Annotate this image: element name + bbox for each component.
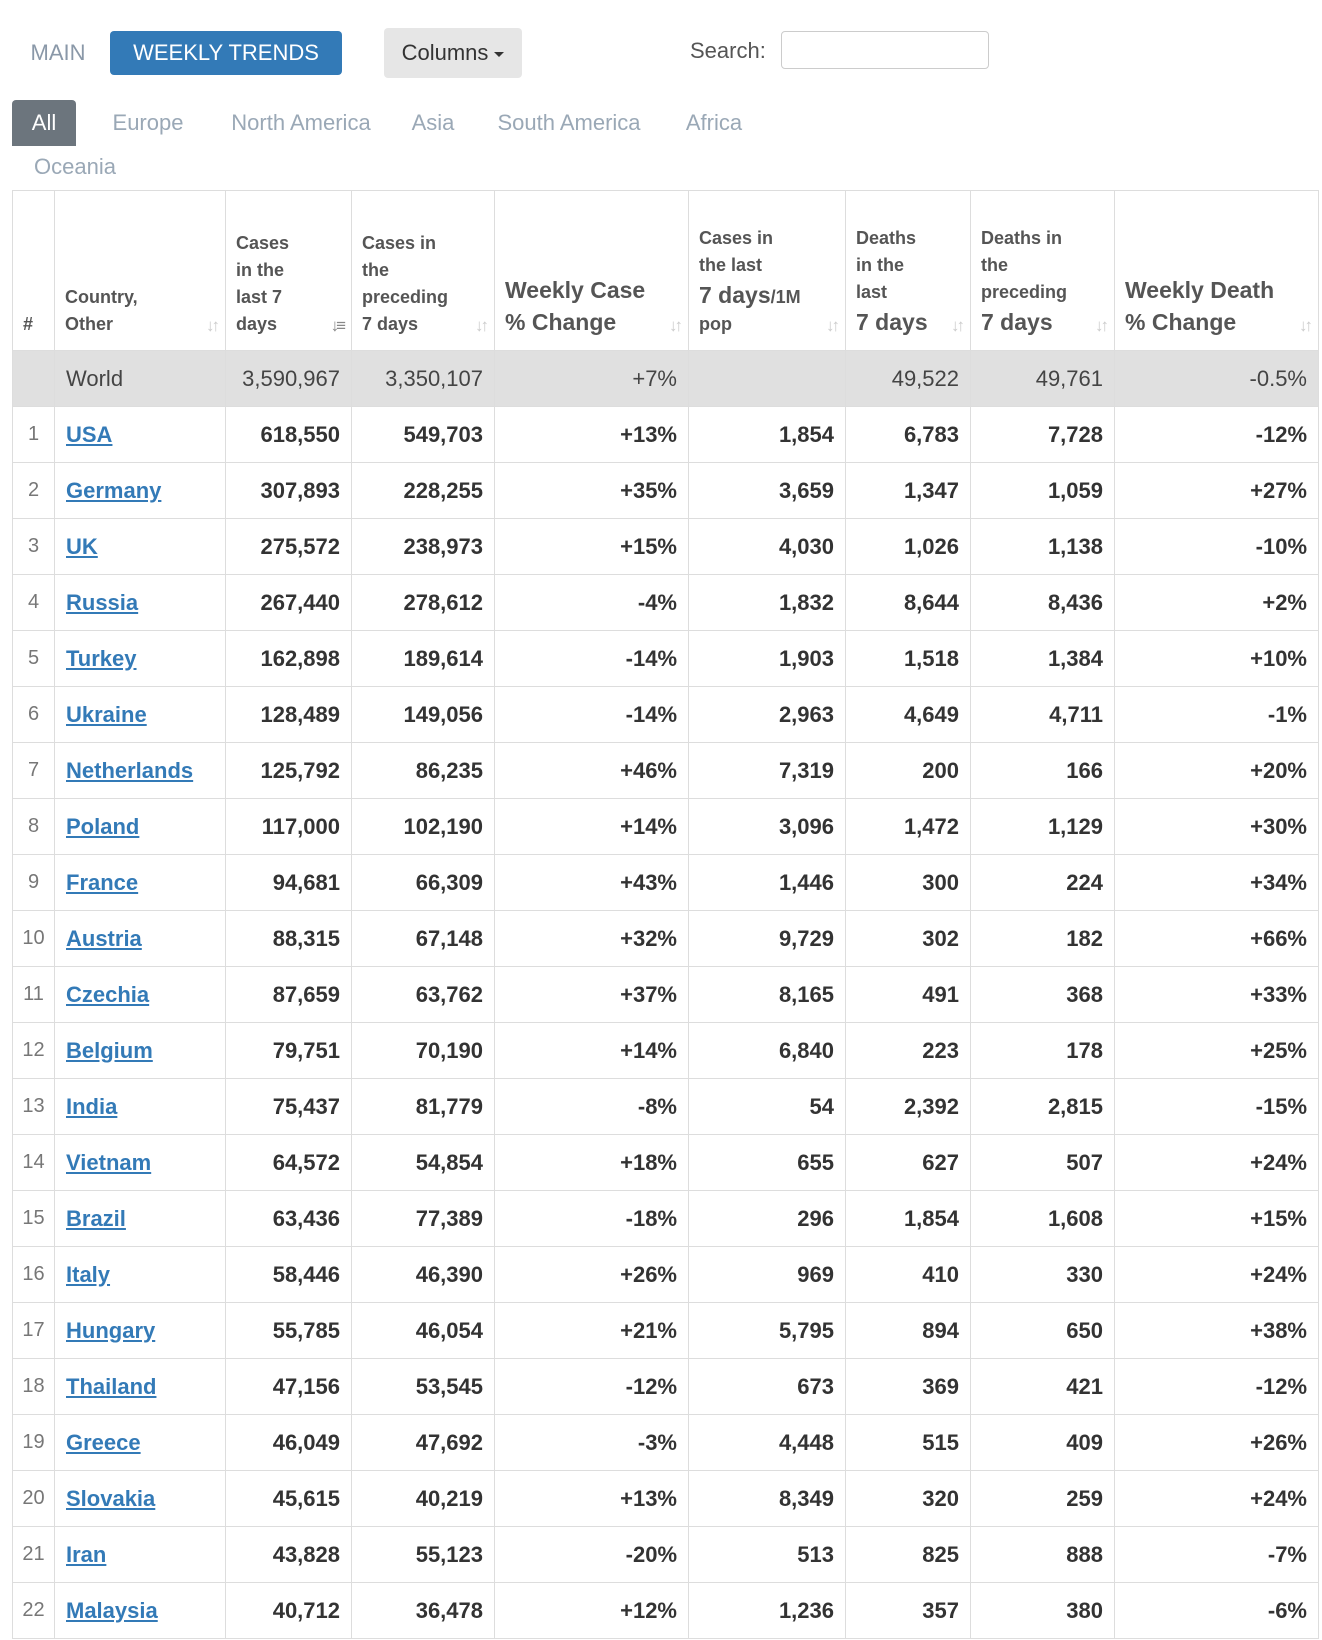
- sort-icon: ↓↑: [206, 316, 217, 335]
- table-row: [13, 1247, 1319, 1303]
- country-link[interactable]: USA: [66, 421, 113, 447]
- row-death-change: +26%: [1115, 1415, 1319, 1471]
- search-label: Search:: [690, 38, 766, 63]
- country-link[interactable]: Hungary: [66, 1317, 156, 1343]
- row-cases-7-days: 46,049: [226, 1415, 352, 1471]
- row-deaths-preceding: 330: [971, 1247, 1115, 1303]
- caret-down-icon: [494, 52, 504, 57]
- row-cases-7-days: 45,615: [226, 1471, 352, 1527]
- columns-dropdown-button[interactable]: [384, 28, 522, 78]
- weekly-trends-button[interactable]: WEEKLY TRENDS: [110, 31, 342, 75]
- row-case-change: +21%: [495, 1303, 689, 1359]
- row-cases-per-million: 1,446: [689, 855, 846, 911]
- row-country-cell: [55, 1527, 226, 1583]
- row-case-change: +13%: [495, 1471, 689, 1527]
- row-deaths-7-days: 491: [846, 967, 971, 1023]
- tab-all[interactable]: All: [12, 100, 76, 146]
- row-rank: 15: [13, 1191, 55, 1247]
- row-death-change: +34%: [1115, 855, 1319, 911]
- world-deaths-7-days: 49,522: [846, 351, 971, 407]
- row-country-cell: [55, 1359, 226, 1415]
- row-country-cell: [55, 1191, 226, 1247]
- row-cases-per-million: 655: [689, 1135, 846, 1191]
- row-deaths-preceding: 178: [971, 1023, 1115, 1079]
- row-case-change: +14%: [495, 799, 689, 855]
- country-link[interactable]: Greece: [66, 1429, 141, 1455]
- sort-icon: ↓↑: [1095, 316, 1106, 335]
- row-rank: 8: [13, 799, 55, 855]
- header-weekly-death-change[interactable]: Weekly Death % Change ↓↑: [1115, 191, 1319, 351]
- table-row: [13, 1527, 1319, 1583]
- header-weekly-case-change[interactable]: Weekly Case % Change ↓↑: [495, 191, 689, 351]
- row-deaths-7-days: 515: [846, 1415, 971, 1471]
- row-deaths-preceding: 166: [971, 743, 1115, 799]
- country-link[interactable]: Slovakia: [66, 1485, 156, 1511]
- row-cases-per-million: 969: [689, 1247, 846, 1303]
- row-death-change: +10%: [1115, 631, 1319, 687]
- row-rank: 5: [13, 631, 55, 687]
- row-deaths-7-days: 1,854: [846, 1191, 971, 1247]
- row-case-change: -12%: [495, 1359, 689, 1415]
- row-country-cell: [55, 1023, 226, 1079]
- row-cases-7-days: 75,437: [226, 1079, 352, 1135]
- row-cases-per-million: 1,854: [689, 407, 846, 463]
- row-deaths-7-days: 1,518: [846, 631, 971, 687]
- header-cases-7-days[interactable]: Cases in the last 7 days ↓≡: [226, 191, 352, 351]
- country-link[interactable]: Netherlands: [66, 757, 194, 783]
- row-deaths-7-days: 894: [846, 1303, 971, 1359]
- row-rank: 6: [13, 687, 55, 743]
- tab-north-america[interactable]: North America: [231, 110, 371, 135]
- tab-asia[interactable]: Asia: [411, 110, 455, 135]
- search-input[interactable]: [781, 31, 989, 69]
- row-case-change: -20%: [495, 1527, 689, 1583]
- row-cases-per-million: 8,349: [689, 1471, 846, 1527]
- row-cases-7-days: 88,315: [226, 911, 352, 967]
- row-death-change: +2%: [1115, 575, 1319, 631]
- country-link[interactable]: Iran: [66, 1541, 107, 1567]
- row-deaths-preceding: 182: [971, 911, 1115, 967]
- row-cases-preceding: 81,779: [352, 1079, 495, 1135]
- row-country-cell: [55, 1079, 226, 1135]
- row-country-cell: [55, 967, 226, 1023]
- tab-south-america[interactable]: South America: [497, 110, 641, 135]
- row-rank: 20: [13, 1471, 55, 1527]
- table-row: [13, 1415, 1319, 1471]
- row-deaths-7-days: 223: [846, 1023, 971, 1079]
- row-cases-per-million: 513: [689, 1527, 846, 1583]
- country-link[interactable]: France: [66, 869, 139, 895]
- world-cases-7-days: 3,590,967: [226, 351, 352, 407]
- row-case-change: +15%: [495, 519, 689, 575]
- row-death-change: +24%: [1115, 1135, 1319, 1191]
- country-link[interactable]: Germany: [66, 477, 162, 503]
- row-cases-7-days: 47,156: [226, 1359, 352, 1415]
- table-row: [13, 1583, 1319, 1639]
- row-cases-per-million: 8,165: [689, 967, 846, 1023]
- row-deaths-preceding: 1,384: [971, 631, 1115, 687]
- row-deaths-7-days: 300: [846, 855, 971, 911]
- table-row: [13, 1303, 1319, 1359]
- row-rank: 3: [13, 519, 55, 575]
- row-country-cell: [55, 1583, 226, 1639]
- row-cases-preceding: 86,235: [352, 743, 495, 799]
- columns-label: Columns: [401, 40, 489, 65]
- row-deaths-7-days: 2,392: [846, 1079, 971, 1135]
- world-rank: [13, 351, 55, 407]
- row-rank: 21: [13, 1527, 55, 1583]
- row-country-cell: [55, 407, 226, 463]
- header-country[interactable]: Country, Other ↓↑: [55, 191, 226, 351]
- row-cases-per-million: 1,832: [689, 575, 846, 631]
- row-cases-preceding: 46,390: [352, 1247, 495, 1303]
- row-death-change: -10%: [1115, 519, 1319, 575]
- row-cases-preceding: 63,762: [352, 967, 495, 1023]
- row-cases-per-million: 3,096: [689, 799, 846, 855]
- row-deaths-preceding: 2,815: [971, 1079, 1115, 1135]
- row-cases-preceding: 36,478: [352, 1583, 495, 1639]
- row-cases-7-days: 267,440: [226, 575, 352, 631]
- row-country-cell: [55, 463, 226, 519]
- row-cases-preceding: 54,854: [352, 1135, 495, 1191]
- row-deaths-preceding: 224: [971, 855, 1115, 911]
- country-link[interactable]: Vietnam: [66, 1149, 152, 1175]
- sort-icon: ↓↑: [826, 316, 837, 335]
- table-row: [13, 1079, 1319, 1135]
- row-country-cell: [55, 519, 226, 575]
- world-cases-preceding: 3,350,107: [352, 351, 495, 407]
- row-death-change: +24%: [1115, 1471, 1319, 1527]
- row-rank: 4: [13, 575, 55, 631]
- table-row: [13, 575, 1319, 631]
- row-cases-7-days: 275,572: [226, 519, 352, 575]
- row-cases-preceding: 102,190: [352, 799, 495, 855]
- row-deaths-preceding: 380: [971, 1583, 1115, 1639]
- row-cases-7-days: 40,712: [226, 1583, 352, 1639]
- row-cases-7-days: 162,898: [226, 631, 352, 687]
- country-link[interactable]: Italy: [66, 1261, 111, 1287]
- row-case-change: -3%: [495, 1415, 689, 1471]
- row-deaths-preceding: 1,608: [971, 1191, 1115, 1247]
- row-cases-7-days: 117,000: [226, 799, 352, 855]
- sort-icon: ↓↑: [475, 316, 486, 335]
- sort-desc-icon: ↓≡: [330, 316, 343, 335]
- header-cases-preceding[interactable]: Cases in the preceding 7 days ↓↑: [352, 191, 495, 351]
- row-deaths-7-days: 410: [846, 1247, 971, 1303]
- header-deaths-preceding[interactable]: Deaths in the preceding 7 days ↓↑: [971, 191, 1115, 351]
- row-deaths-preceding: 1,129: [971, 799, 1115, 855]
- row-country-cell: [55, 1303, 226, 1359]
- row-rank: 19: [13, 1415, 55, 1471]
- row-cases-per-million: 1,903: [689, 631, 846, 687]
- row-case-change: +46%: [495, 743, 689, 799]
- row-cases-per-million: 2,963: [689, 687, 846, 743]
- table-row: [13, 1471, 1319, 1527]
- row-cases-7-days: 125,792: [226, 743, 352, 799]
- sort-icon: ↓↑: [1299, 316, 1310, 335]
- row-deaths-preceding: 409: [971, 1415, 1115, 1471]
- row-death-change: +20%: [1115, 743, 1319, 799]
- row-cases-7-days: 55,785: [226, 1303, 352, 1359]
- row-cases-preceding: 46,054: [352, 1303, 495, 1359]
- row-deaths-7-days: 1,347: [846, 463, 971, 519]
- row-country-cell: [55, 1415, 226, 1471]
- row-rank: 14: [13, 1135, 55, 1191]
- row-deaths-7-days: 357: [846, 1583, 971, 1639]
- table-row: [13, 911, 1319, 967]
- row-cases-preceding: 228,255: [352, 463, 495, 519]
- row-case-change: -8%: [495, 1079, 689, 1135]
- row-deaths-7-days: 1,472: [846, 799, 971, 855]
- row-death-change: +30%: [1115, 799, 1319, 855]
- row-rank: 18: [13, 1359, 55, 1415]
- row-rank: 16: [13, 1247, 55, 1303]
- row-cases-7-days: 64,572: [226, 1135, 352, 1191]
- country-link[interactable]: Brazil: [66, 1205, 126, 1231]
- row-deaths-7-days: 825: [846, 1527, 971, 1583]
- row-case-change: -14%: [495, 631, 689, 687]
- table-row: [13, 967, 1319, 1023]
- top-toolbar: [0, 0, 1322, 90]
- row-death-change: -12%: [1115, 1359, 1319, 1415]
- row-cases-7-days: 63,436: [226, 1191, 352, 1247]
- row-rank: 9: [13, 855, 55, 911]
- row-case-change: +13%: [495, 407, 689, 463]
- row-case-change: +43%: [495, 855, 689, 911]
- header-rank[interactable]: #: [13, 191, 55, 351]
- row-death-change: +66%: [1115, 911, 1319, 967]
- table-row: [13, 1359, 1319, 1415]
- row-cases-preceding: 47,692: [352, 1415, 495, 1471]
- country-link[interactable]: Russia: [66, 589, 139, 615]
- tab-oceania[interactable]: Oceania: [34, 154, 116, 179]
- row-death-change: -12%: [1115, 407, 1319, 463]
- table-row: [13, 799, 1319, 855]
- row-rank: 13: [13, 1079, 55, 1135]
- row-deaths-7-days: 369: [846, 1359, 971, 1415]
- header-cases-per-million[interactable]: Cases in the last 7 days/1M pop ↓↑: [689, 191, 846, 351]
- row-death-change: -1%: [1115, 687, 1319, 743]
- row-cases-per-million: 7,319: [689, 743, 846, 799]
- country-link[interactable]: Belgium: [66, 1037, 153, 1063]
- row-case-change: +32%: [495, 911, 689, 967]
- row-deaths-7-days: 6,783: [846, 407, 971, 463]
- row-cases-per-million: 6,840: [689, 1023, 846, 1079]
- row-country-cell: [55, 1135, 226, 1191]
- table-row: [13, 519, 1319, 575]
- row-cases-preceding: 549,703: [352, 407, 495, 463]
- sort-icon: ↓↑: [669, 316, 680, 335]
- row-case-change: +35%: [495, 463, 689, 519]
- row-cases-preceding: 40,219: [352, 1471, 495, 1527]
- row-rank: 7: [13, 743, 55, 799]
- row-cases-per-million: 5,795: [689, 1303, 846, 1359]
- country-link[interactable]: Ukraine: [66, 701, 147, 727]
- row-death-change: -15%: [1115, 1079, 1319, 1135]
- row-death-change: -7%: [1115, 1527, 1319, 1583]
- table-row: [13, 463, 1319, 519]
- row-death-change: +27%: [1115, 463, 1319, 519]
- row-cases-7-days: 58,446: [226, 1247, 352, 1303]
- table-header-row: [13, 191, 1319, 351]
- row-cases-preceding: 53,545: [352, 1359, 495, 1415]
- table-row: [13, 1191, 1319, 1247]
- tab-europe[interactable]: Europe: [112, 110, 184, 135]
- row-cases-7-days: 43,828: [226, 1527, 352, 1583]
- row-country-cell: [55, 575, 226, 631]
- row-cases-per-million: 4,448: [689, 1415, 846, 1471]
- world-row: [13, 351, 1319, 407]
- row-cases-7-days: 618,550: [226, 407, 352, 463]
- sort-icon: ↓↑: [951, 316, 962, 335]
- row-deaths-7-days: 8,644: [846, 575, 971, 631]
- row-case-change: +37%: [495, 967, 689, 1023]
- row-deaths-7-days: 627: [846, 1135, 971, 1191]
- world-deaths-preceding: 49,761: [971, 351, 1115, 407]
- row-country-cell: [55, 855, 226, 911]
- table-row: [13, 855, 1319, 911]
- country-link[interactable]: Czechia: [66, 981, 150, 1007]
- table-row: [13, 631, 1319, 687]
- row-case-change: -18%: [495, 1191, 689, 1247]
- row-deaths-7-days: 320: [846, 1471, 971, 1527]
- row-cases-preceding: 67,148: [352, 911, 495, 967]
- row-country-cell: [55, 631, 226, 687]
- row-death-change: -6%: [1115, 1583, 1319, 1639]
- row-deaths-preceding: 368: [971, 967, 1115, 1023]
- tab-africa[interactable]: Africa: [685, 110, 743, 135]
- row-deaths-7-days: 1,026: [846, 519, 971, 575]
- row-death-change: +33%: [1115, 967, 1319, 1023]
- row-rank: 11: [13, 967, 55, 1023]
- world-death-change: -0.5%: [1115, 351, 1319, 407]
- row-deaths-7-days: 200: [846, 743, 971, 799]
- row-deaths-preceding: 421: [971, 1359, 1115, 1415]
- row-cases-preceding: 77,389: [352, 1191, 495, 1247]
- row-rank: 22: [13, 1583, 55, 1639]
- row-cases-preceding: 66,309: [352, 855, 495, 911]
- row-death-change: +38%: [1115, 1303, 1319, 1359]
- row-country-cell: [55, 911, 226, 967]
- row-cases-preceding: 55,123: [352, 1527, 495, 1583]
- row-case-change: -14%: [495, 687, 689, 743]
- row-country-cell: [55, 687, 226, 743]
- row-cases-7-days: 307,893: [226, 463, 352, 519]
- table-row: [13, 743, 1319, 799]
- row-death-change: +15%: [1115, 1191, 1319, 1247]
- row-cases-7-days: 94,681: [226, 855, 352, 911]
- row-cases-preceding: 70,190: [352, 1023, 495, 1079]
- country-link[interactable]: UK: [66, 533, 98, 559]
- row-deaths-preceding: 888: [971, 1527, 1115, 1583]
- weekly-trends-table: [12, 190, 1319, 1639]
- row-cases-per-million: 673: [689, 1359, 846, 1415]
- table-row: [13, 687, 1319, 743]
- row-country-cell: [55, 1247, 226, 1303]
- row-cases-per-million: 1,236: [689, 1583, 846, 1639]
- row-country-cell: [55, 743, 226, 799]
- row-country-cell: [55, 799, 226, 855]
- row-case-change: -4%: [495, 575, 689, 631]
- country-link[interactable]: Thailand: [66, 1373, 157, 1399]
- row-deaths-preceding: 1,059: [971, 463, 1115, 519]
- row-deaths-preceding: 259: [971, 1471, 1115, 1527]
- row-cases-7-days: 79,751: [226, 1023, 352, 1079]
- table-row: [13, 1135, 1319, 1191]
- table-row: [13, 407, 1319, 463]
- country-link[interactable]: Poland: [66, 813, 140, 839]
- row-deaths-preceding: 4,711: [971, 687, 1115, 743]
- country-link[interactable]: Turkey: [66, 645, 137, 671]
- row-death-change: +24%: [1115, 1247, 1319, 1303]
- row-deaths-preceding: 1,138: [971, 519, 1115, 575]
- world-cases-per-million: [689, 351, 846, 407]
- world-label: World: [55, 351, 226, 407]
- row-rank: 17: [13, 1303, 55, 1359]
- world-case-change: +7%: [495, 351, 689, 407]
- row-cases-per-million: 3,659: [689, 463, 846, 519]
- row-deaths-preceding: 507: [971, 1135, 1115, 1191]
- row-rank: 2: [13, 463, 55, 519]
- country-link[interactable]: Malaysia: [66, 1597, 158, 1623]
- country-link[interactable]: Austria: [66, 925, 142, 951]
- row-country-cell: [55, 1471, 226, 1527]
- row-case-change: +26%: [495, 1247, 689, 1303]
- row-deaths-preceding: 7,728: [971, 407, 1115, 463]
- row-case-change: +18%: [495, 1135, 689, 1191]
- table-row: [13, 1023, 1319, 1079]
- row-deaths-preceding: 8,436: [971, 575, 1115, 631]
- row-cases-7-days: 87,659: [226, 967, 352, 1023]
- row-cases-per-million: 9,729: [689, 911, 846, 967]
- row-rank: 12: [13, 1023, 55, 1079]
- row-cases-per-million: 54: [689, 1079, 846, 1135]
- row-cases-preceding: 238,973: [352, 519, 495, 575]
- row-cases-7-days: 128,489: [226, 687, 352, 743]
- row-deaths-preceding: 650: [971, 1303, 1115, 1359]
- row-cases-preceding: 189,614: [352, 631, 495, 687]
- row-rank: 10: [13, 911, 55, 967]
- row-cases-preceding: 278,612: [352, 575, 495, 631]
- row-deaths-7-days: 302: [846, 911, 971, 967]
- row-cases-per-million: 4,030: [689, 519, 846, 575]
- row-case-change: +12%: [495, 1583, 689, 1639]
- row-deaths-7-days: 4,649: [846, 687, 971, 743]
- row-rank: 1: [13, 407, 55, 463]
- row-cases-per-million: 296: [689, 1191, 846, 1247]
- row-death-change: +25%: [1115, 1023, 1319, 1079]
- header-deaths-7-days[interactable]: Deaths in the last 7 days ↓↑: [846, 191, 971, 351]
- row-cases-preceding: 149,056: [352, 687, 495, 743]
- country-link[interactable]: India: [66, 1093, 118, 1119]
- main-view-button[interactable]: MAIN: [30, 40, 86, 65]
- row-case-change: +14%: [495, 1023, 689, 1079]
